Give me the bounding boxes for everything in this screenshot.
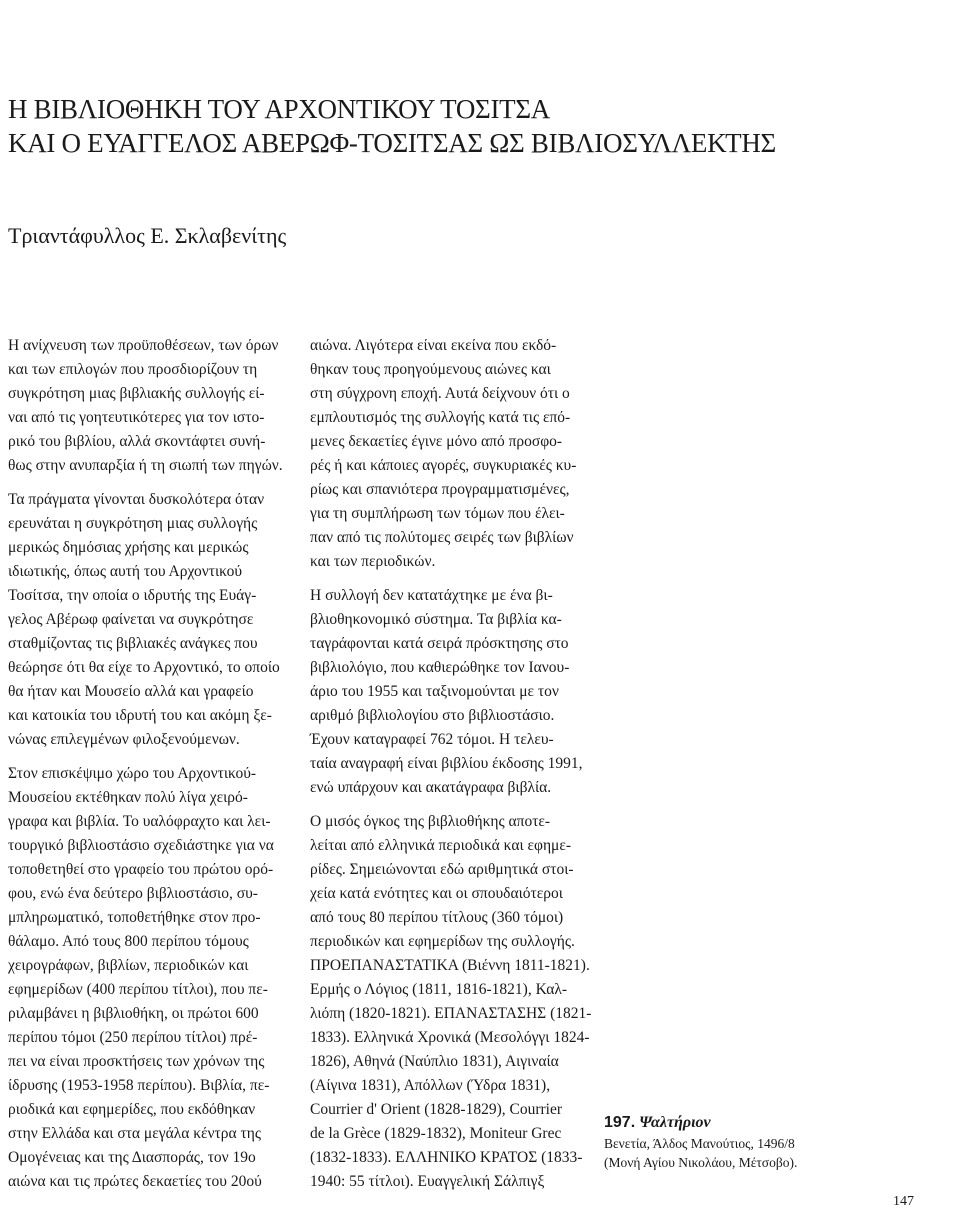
text-line: αριθμό βιβλιολογίου στο βιβλιοστάσιο. bbox=[310, 707, 555, 724]
text-line: ταγράφονται κατά σειρά πρόσκτησης στο bbox=[310, 635, 569, 652]
text-line: νώνας επιλεγμένων φιλοξενούμενων. bbox=[8, 731, 240, 748]
title-line-2: ΚΑΙ Ο ΕΥΑΓΓΕΛΟΣ ΑΒΕΡΩΦ-ΤΟΣΙΤΣΑΣ ΩΣ ΒΙΒΛΙΟΣΥΛΛΕΚΤΗΣ bbox=[8, 128, 776, 158]
text-line: Η συλλογή δεν κατατάχτηκε με ένα βι- bbox=[310, 587, 553, 604]
text-line: χειρογράφων, βιβλίων, περιοδικών και bbox=[8, 957, 249, 974]
text-line: Ομογένειας και της Διασποράς, τον 19ο bbox=[8, 1149, 256, 1166]
text-line: και των επιλογών που προσδιορίζουν τη bbox=[8, 361, 258, 378]
caption-line: (Μονή Αγίου Νικολάου, Μέτσοβο). bbox=[604, 1155, 798, 1170]
text-line: περίπου τόμοι (250 περίπου τίτλοι) πρέ- bbox=[8, 1029, 258, 1046]
text-line: ΠΡΟΕΠΑΝΑΣΤΑΤΙΚΑ (Βιέννη 1811-1821). bbox=[310, 957, 590, 974]
text-line: τουργικό βιβλιοστάσιο σχεδιάστηκε για να bbox=[8, 837, 274, 854]
text-line: ριοδικά και εφημερίδες, που εκδόθηκαν bbox=[8, 1101, 256, 1118]
text-line: (1832-1833). ΕΛΛΗΝΙΚΟ ΚΡΑΤΟΣ (1833- bbox=[310, 1149, 583, 1166]
text-line: ιδιωτικής, όπως αυτή του Αρχοντικού bbox=[8, 563, 243, 580]
text-line: γραφα και βιβλία. Το υαλόφραχτο και λει- bbox=[8, 813, 271, 830]
text-line: λείται από ελληνικά περιοδικά και εφημε- bbox=[310, 837, 572, 854]
text-column-left bbox=[8, 334, 298, 1204]
text-line: τοποθετηθεί στο γραφείο του πρώτου ορό- bbox=[8, 861, 274, 878]
paragraph bbox=[310, 584, 600, 800]
text-line: μπληρωματικό, τοποθετήθηκε στον προ- bbox=[8, 909, 261, 926]
text-line: βλιοθηκονομικό σύστημα. Τα βιβλία κα- bbox=[310, 611, 562, 628]
text-line: ενώ υπάρχουν και ακατάγραφα βιβλία. bbox=[310, 779, 552, 796]
text-line: θεώρησε ότι θα είχε το Αρχοντικό, το οποίο bbox=[8, 659, 280, 676]
text-line: αιώνα. Λιγότερα είναι εκείνα που εκδό- bbox=[310, 337, 557, 354]
text-line: παν από τις πολύτομες σειρές των βιβλίων bbox=[310, 529, 574, 546]
text-line: συγκρότηση μιας βιβλιακής συλλογής εί- bbox=[8, 385, 265, 402]
text-line: για τη συμπλήρωση των τόμων που έλει- bbox=[310, 505, 565, 522]
text-line: λιόπη (1820-1821). ΕΠΑΝΑΣΤΑΣΗΣ (1821- bbox=[310, 1005, 592, 1022]
text-line: θα ήταν και Μουσείο αλλά και γραφείο bbox=[8, 683, 254, 700]
text-line: Τα πράγματα γίνονται δυσκολότερα όταν bbox=[8, 491, 265, 508]
paragraph bbox=[310, 334, 600, 574]
text-line: Έχουν καταγραφεί 762 τόμοι. Η τελευ- bbox=[310, 731, 554, 748]
text-line: ρίως και σπανιότερα προγραμματισμένες, bbox=[310, 481, 570, 498]
text-line: ριλαμβάνει η βιβλιοθήκη, οι πρώτοι 600 bbox=[8, 1005, 259, 1022]
text-line: ρές ή και κάποιες αγορές, συγκυριακές κυ- bbox=[310, 457, 577, 474]
text-line: Courrier d' Orient (1828-1829), Courrier bbox=[310, 1101, 563, 1118]
title-line-1: Η ΒΙΒΛΙΟΘΗΚΗ ΤΟΥ ΑΡΧΟΝΤΙΚΟΥ ΤΟΣΙΤΣΑ bbox=[8, 94, 550, 124]
text-line: και κατοικία του ιδρυτή του και ακόμη ξε- bbox=[8, 707, 272, 724]
text-line: Η ανίχνευση των προϋποθέσεων, των όρων bbox=[8, 337, 279, 354]
paragraph bbox=[310, 810, 600, 1194]
text-line: ρίδες. Σημειώνονται εδώ αριθμητικά στοι- bbox=[310, 861, 574, 878]
caption-title bbox=[604, 1112, 954, 1134]
text-line: εμπλουτισμός της συλλογής κατά τις επό- bbox=[310, 409, 571, 426]
text-line: μενες δεκαετίες έγινε μόνο από προσφο- bbox=[310, 433, 563, 450]
text-line: Ερμής ο Λόγιος (1811, 1816-1821), Καλ- bbox=[310, 981, 567, 998]
text-line: ταία αναγραφή είναι βιβλίου έκδοσης 1991, bbox=[310, 755, 583, 772]
text-line: θηκαν τους προηγούμενους αιώνες και bbox=[310, 361, 551, 378]
text-line: πει να είναι προσκτήσεις των χρόνων της bbox=[8, 1053, 265, 1070]
text-line: ερευνάται η συγκρότηση μιας συλλογής bbox=[8, 515, 258, 532]
text-line: ίδρυσης (1953-1958 περίπου). Βιβλία, πε- bbox=[8, 1077, 270, 1094]
figure-caption bbox=[604, 1112, 954, 1172]
text-line: περιοδικών και εφημερίδων της συλλογής. bbox=[310, 933, 575, 950]
paragraph bbox=[8, 762, 298, 1194]
text-line: χεία κατά ενότητες και οι σπουδαιότεροι bbox=[310, 885, 563, 902]
paragraph bbox=[8, 488, 298, 752]
text-line: (Αίγινα 1831), Απόλλων (Ύδρα 1831), bbox=[310, 1077, 551, 1094]
text-line: άριο του 1955 και ταξινομούνται με τον bbox=[310, 683, 559, 700]
text-line: μερικώς δημόσιας χρήσης και μερικώς bbox=[8, 539, 249, 556]
text-line: σταθμίζοντας τις βιβλιακές ανάγκες που bbox=[8, 635, 258, 652]
text-line: Τοσίτσα, την οποία ο ιδρυτής της Ευάγ- bbox=[8, 587, 257, 604]
caption-line: Βενετία, Άλδος Μανούτιος, 1496/8 bbox=[604, 1136, 795, 1151]
text-line: φου, ενώ ένα δεύτερο βιβλιοστάσιο, συ- bbox=[8, 885, 258, 902]
text-line: και των περιοδικών. bbox=[310, 553, 436, 570]
text-line: στην Ελλάδα και στα μεγάλα κέντρα της bbox=[8, 1125, 261, 1142]
caption-number: 197. bbox=[604, 1114, 636, 1131]
text-line: στη σύγχρονη εποχή. Αυτά δείχνουν ότι ο bbox=[310, 385, 570, 402]
text-line: ναι από τις γοητευτικότερες για τον ιστο- bbox=[8, 409, 265, 426]
paragraph bbox=[8, 334, 298, 478]
text-line: ρικό του βιβλίου, αλλά σκοντάφτει συνή- bbox=[8, 433, 266, 450]
text-line: Μουσείου εκτέθηκαν πολύ λίγα χειρό- bbox=[8, 789, 248, 806]
page-number: 147 bbox=[893, 1194, 914, 1209]
text-line: βιβλιολόγιο, που καθιερώθηκε τον Ιανου- bbox=[310, 659, 570, 676]
text-column-right bbox=[310, 334, 600, 1204]
text-line: Ο μισός όγκος της βιβλιοθήκης αποτε- bbox=[310, 813, 551, 830]
text-line: γελος Αβέρωφ φαίνεται να συγκρότησε bbox=[8, 611, 254, 628]
article-title bbox=[8, 92, 938, 160]
text-line: 1940: 55 τίτλοι). Ευαγγελική Σάλπιγξ bbox=[310, 1173, 545, 1190]
text-line: de la Grèce (1829-1832), Moniteur Grec bbox=[310, 1125, 562, 1142]
text-line: αιώνα και τις πρώτες δεκαετίες του 20ού bbox=[8, 1173, 262, 1190]
text-line: θως στην ανυπαρξία ή τη σιωπή των πηγών. bbox=[8, 457, 283, 474]
text-line: 1826), Αθηνά (Ναύπλιο 1831), Αιγιναία bbox=[310, 1053, 559, 1070]
text-line: εφημερίδων (400 περίπου τίτλοι), που πε- bbox=[8, 981, 268, 998]
caption-item-name: Ψαλτήριον bbox=[639, 1114, 711, 1131]
author-name: Τριαντάφυλλος Ε. Σκλαβενίτης bbox=[8, 223, 287, 248]
text-line: θάλαμο. Από τους 800 περίπου τόμους bbox=[8, 933, 249, 950]
text-line: Στον επισκέψιμο χώρο του Αρχοντικού- bbox=[8, 765, 257, 782]
text-line: 1833). Ελληνικά Χρονικά (Μεσολόγγι 1824- bbox=[310, 1029, 590, 1046]
text-line: από τους 80 περίπου τίτλους (360 τόμοι) bbox=[310, 909, 564, 926]
